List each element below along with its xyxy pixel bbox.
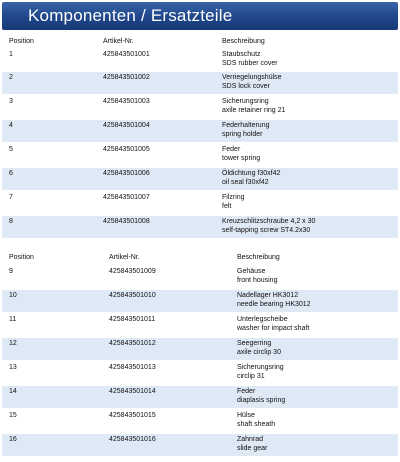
description-en: tower spring <box>222 154 261 162</box>
row-position: 1 <box>9 51 13 58</box>
header-position: Position <box>9 254 34 261</box>
row-position: 9 <box>9 268 13 275</box>
table-row <box>2 362 398 384</box>
description-de: Öldichtung f30xf42 <box>222 170 281 177</box>
page-title: Komponenten / Ersatzteile <box>28 6 233 25</box>
row-description <box>222 146 260 163</box>
row-position: 2 <box>9 74 13 81</box>
row-position: 15 <box>9 412 17 419</box>
row-description <box>222 122 269 139</box>
row-article-number: 425843501001 <box>103 51 150 58</box>
table-row <box>2 168 398 190</box>
row-position: 10 <box>9 292 17 299</box>
table-row <box>2 314 398 336</box>
row-article-number: 425843501003 <box>103 98 150 105</box>
row-article-number: 425843501005 <box>103 146 150 153</box>
row-position: 5 <box>9 146 13 153</box>
description-de: Unterlegscheibe <box>237 316 288 323</box>
header-article: Artikel-Nr. <box>103 38 134 45</box>
description-de: Verriegelungshülse <box>222 74 282 81</box>
row-description <box>222 194 245 211</box>
description-de: Filzring <box>222 194 245 201</box>
description-en: slide gear <box>237 444 268 452</box>
header-description: Beschreibung <box>222 38 265 45</box>
row-article-number: 425843501007 <box>103 194 150 201</box>
description-en: front housing <box>237 276 278 284</box>
row-description <box>222 218 315 235</box>
description-en: shaft sheath <box>237 420 276 428</box>
table-row <box>2 216 398 238</box>
description-de: Gehäuse <box>237 268 266 275</box>
description-de: Nadellager HK3012 <box>237 292 299 299</box>
row-article-number: 425843501008 <box>103 218 150 225</box>
table-row <box>2 120 398 142</box>
row-position: 8 <box>9 218 13 225</box>
row-position: 7 <box>9 194 13 201</box>
row-description <box>222 98 285 115</box>
description-en: oil seal f30xf42 <box>222 178 269 186</box>
row-description <box>237 340 281 357</box>
description-en: washer for impact shaft <box>237 324 310 332</box>
table-row <box>2 410 398 432</box>
table-row <box>2 386 398 408</box>
table-row <box>2 192 398 214</box>
description-de: Feder <box>222 146 241 153</box>
table-2-header <box>0 251 400 264</box>
description-en: spring holder <box>222 130 263 138</box>
table-row <box>2 96 398 118</box>
row-description <box>237 316 309 333</box>
row-description <box>237 292 311 309</box>
row-position: 6 <box>9 170 13 177</box>
table-1-header <box>0 35 400 48</box>
table-row <box>2 72 398 94</box>
row-position: 16 <box>9 436 17 443</box>
table-row <box>2 144 398 166</box>
header-description: Beschreibung <box>237 254 280 261</box>
row-position: 3 <box>9 98 13 105</box>
row-position: 11 <box>9 316 17 323</box>
description-de: Kreuzschlitzschraube 4,2 x 30 <box>222 218 316 225</box>
row-article-number: 425843501013 <box>109 364 156 371</box>
title-banner <box>2 2 398 30</box>
row-description <box>237 388 285 405</box>
row-article-number: 425843501002 <box>103 74 150 81</box>
row-description <box>237 268 277 285</box>
table-row <box>2 338 398 360</box>
table-row <box>2 49 398 71</box>
row-article-number: 425843501004 <box>103 122 150 129</box>
row-position: 4 <box>9 122 13 129</box>
description-de: Sicherungsring <box>222 98 269 105</box>
row-description <box>237 364 284 381</box>
row-description <box>222 170 280 187</box>
header-position: Position <box>9 38 34 45</box>
description-en: SDS lock cover <box>222 82 270 90</box>
description-en: diaplasis spring <box>237 396 286 404</box>
description-en: self-tapping screw ST4.2x30 <box>222 226 311 234</box>
description-de: Federhalterung <box>222 122 270 129</box>
row-position: 12 <box>9 340 17 347</box>
header-article: Artikel-Nr. <box>109 254 140 261</box>
row-article-number: 425843501009 <box>109 268 156 275</box>
row-article-number: 425843501016 <box>109 436 156 443</box>
description-en: needle bearing HK3012 <box>237 300 311 308</box>
description-en: circlip 31 <box>237 372 265 380</box>
row-description <box>237 412 275 429</box>
row-article-number: 425843501015 <box>109 412 156 419</box>
description-en: axile retainer ring 21 <box>222 106 286 114</box>
description-de: Seegerring <box>237 340 272 347</box>
row-article-number: 425843501014 <box>109 388 156 395</box>
description-en: SDS rubber cover <box>222 59 278 67</box>
description-en: felt <box>222 202 232 210</box>
description-de: Feder <box>237 388 256 395</box>
table-row <box>2 266 398 288</box>
row-article-number: 425843501006 <box>103 170 150 177</box>
row-article-number: 425843501012 <box>109 340 156 347</box>
row-position: 13 <box>9 364 17 371</box>
table-row <box>2 290 398 312</box>
description-de: Staubschutz <box>222 51 261 58</box>
description-de: Sicherungsring <box>237 364 284 371</box>
description-de: Zahnrad <box>237 436 264 443</box>
row-article-number: 425843501010 <box>109 292 156 299</box>
row-description <box>222 51 278 68</box>
row-description <box>222 74 282 91</box>
row-description <box>237 436 267 453</box>
description-en: axile circlip 30 <box>237 348 281 356</box>
row-article-number: 425843501011 <box>109 316 156 323</box>
table-row <box>2 434 398 456</box>
row-position: 14 <box>9 388 17 395</box>
description-de: Hülse <box>237 412 255 419</box>
